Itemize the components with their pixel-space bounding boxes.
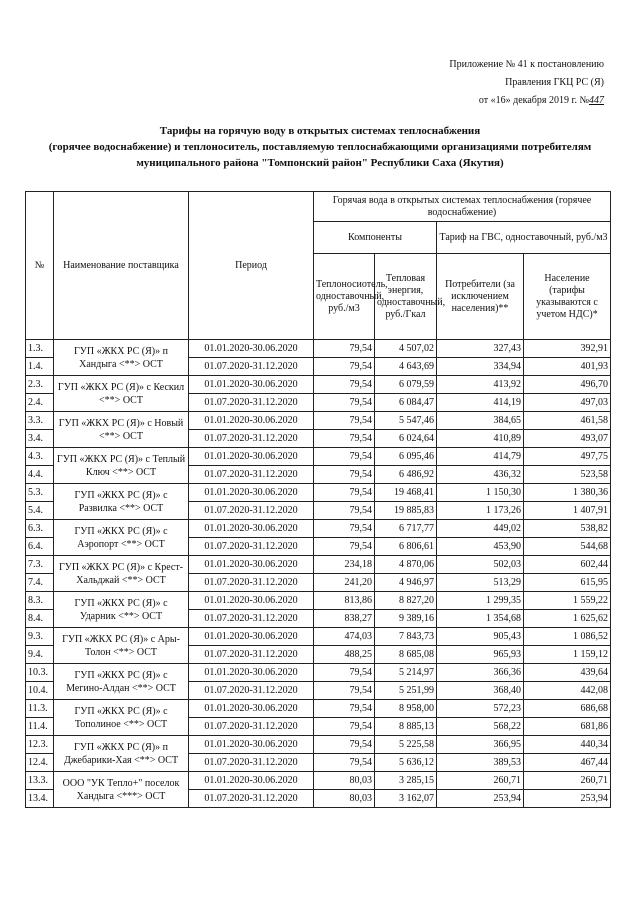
row-period: 01.01.2020-30.06.2020 xyxy=(189,448,314,466)
table-row xyxy=(26,664,611,682)
consumers-value: 572,23 xyxy=(437,700,524,718)
carrier-value: 79,54 xyxy=(314,340,375,358)
supplier-name: ГУП «ЖКХ РС (Я)» с Тополиное <**> ОСТ xyxy=(54,700,189,736)
row-number: 4.4. xyxy=(26,466,54,484)
row-period: 01.01.2020-30.06.2020 xyxy=(189,664,314,682)
header-carrier: Теплоносиотель, одноставочный, руб./м3 xyxy=(314,254,375,340)
population-value: 544,68 xyxy=(524,538,611,556)
row-period: 01.07.2020-31.12.2020 xyxy=(189,718,314,736)
carrier-value: 79,54 xyxy=(314,700,375,718)
supplier-name: ГУП «ЖКХ РС (Я)» с Теплый Ключ <**> ОСТ xyxy=(54,448,189,484)
energy-value: 9 389,16 xyxy=(375,610,437,628)
energy-value: 6 806,61 xyxy=(375,538,437,556)
supplier-name: ГУП «ЖКХ РС (Я)» п Джебарики-Хая <**> ОСТ xyxy=(54,736,189,772)
row-period: 01.07.2020-31.12.2020 xyxy=(189,610,314,628)
energy-value: 6 717,77 xyxy=(375,520,437,538)
row-number: 12.3. xyxy=(26,736,54,754)
row-number: 8.3. xyxy=(26,592,54,610)
consumers-value: 334,94 xyxy=(437,358,524,376)
consumers-value: 260,71 xyxy=(437,772,524,790)
energy-value: 5 547,46 xyxy=(375,412,437,430)
row-period: 01.01.2020-30.06.2020 xyxy=(189,484,314,502)
row-period: 01.07.2020-31.12.2020 xyxy=(189,466,314,484)
row-number: 2.4. xyxy=(26,394,54,412)
table-row xyxy=(26,520,611,538)
population-value: 392,91 xyxy=(524,340,611,358)
energy-value: 19 885,83 xyxy=(375,502,437,520)
row-number: 8.4. xyxy=(26,610,54,628)
consumers-value: 253,94 xyxy=(437,790,524,808)
carrier-value: 79,54 xyxy=(314,664,375,682)
consumers-value: 568,22 xyxy=(437,718,524,736)
header-period: Период xyxy=(189,192,314,340)
carrier-value: 474,03 xyxy=(314,628,375,646)
row-period: 01.07.2020-31.12.2020 xyxy=(189,538,314,556)
row-period: 01.01.2020-30.06.2020 xyxy=(189,592,314,610)
table-body xyxy=(26,340,611,808)
energy-value: 6 486,92 xyxy=(375,466,437,484)
carrier-value: 838,27 xyxy=(314,610,375,628)
energy-value: 6 095,46 xyxy=(375,448,437,466)
carrier-value: 79,54 xyxy=(314,682,375,700)
carrier-value: 79,54 xyxy=(314,466,375,484)
row-number: 9.3. xyxy=(26,628,54,646)
row-number: 13.3. xyxy=(26,772,54,790)
row-period: 01.01.2020-30.06.2020 xyxy=(189,772,314,790)
row-number: 11.4. xyxy=(26,718,54,736)
carrier-value: 79,54 xyxy=(314,484,375,502)
row-period: 01.01.2020-30.06.2020 xyxy=(189,556,314,574)
consumers-value: 965,93 xyxy=(437,646,524,664)
population-value: 602,44 xyxy=(524,556,611,574)
population-value: 1 559,22 xyxy=(524,592,611,610)
population-value: 497,75 xyxy=(524,448,611,466)
header-population: Население (тарифы указываются с учетом НДС)* xyxy=(524,254,611,340)
row-period: 01.01.2020-30.06.2020 xyxy=(189,628,314,646)
population-value: 1 159,12 xyxy=(524,646,611,664)
population-value: 686,68 xyxy=(524,700,611,718)
population-value: 615,95 xyxy=(524,574,611,592)
appendix-line-3 xyxy=(344,92,604,110)
row-period: 01.01.2020-30.06.2020 xyxy=(189,376,314,394)
population-value: 1 086,52 xyxy=(524,628,611,646)
row-number: 1.4. xyxy=(26,358,54,376)
energy-value: 5 225,58 xyxy=(375,736,437,754)
carrier-value: 79,54 xyxy=(314,394,375,412)
carrier-value: 79,54 xyxy=(314,412,375,430)
supplier-name: ГУП «ЖКХ РС (Я)» с Ары-Толон <**> ОСТ xyxy=(54,628,189,664)
header-energy: Тепловая энергия, одноставочный, руб./Гкал xyxy=(375,254,437,340)
consumers-value: 368,40 xyxy=(437,682,524,700)
population-value: 401,93 xyxy=(524,358,611,376)
population-value: 260,71 xyxy=(524,772,611,790)
energy-value: 4 946,97 xyxy=(375,574,437,592)
row-number: 12.4. xyxy=(26,754,54,772)
energy-value: 3 285,15 xyxy=(375,772,437,790)
consumers-value: 449,02 xyxy=(437,520,524,538)
population-value: 467,44 xyxy=(524,754,611,772)
energy-value: 3 162,07 xyxy=(375,790,437,808)
row-number: 3.4. xyxy=(26,430,54,448)
carrier-value: 241,20 xyxy=(314,574,375,592)
consumers-value: 1 150,30 xyxy=(437,484,524,502)
energy-value: 5 636,12 xyxy=(375,754,437,772)
population-value: 1 407,91 xyxy=(524,502,611,520)
energy-value: 6 024,64 xyxy=(375,430,437,448)
header-supplier: Наименование поставщика xyxy=(54,192,189,340)
header-consumers: Потребители (за исключением населения)** xyxy=(437,254,524,340)
consumers-value: 366,95 xyxy=(437,736,524,754)
energy-value: 4 643,69 xyxy=(375,358,437,376)
tariff-table xyxy=(25,191,611,808)
carrier-value: 79,54 xyxy=(314,736,375,754)
title-line-2: (горячее водоснабжение) и теплоноситель, поставляемую теплоснабжающими организациями потребителям xyxy=(48,141,592,153)
supplier-name: ГУП «ЖКХ РС (Я)» с Крест-Хальджай <**> ОСТ xyxy=(54,556,189,592)
title-line-3: муниципального района "Томпонский район" Республики Саха (Якутия) xyxy=(136,157,504,169)
energy-value: 5 214,97 xyxy=(375,664,437,682)
row-number: 4.3. xyxy=(26,448,54,466)
population-value: 1 625,62 xyxy=(524,610,611,628)
table-row xyxy=(26,772,611,790)
row-period: 01.01.2020-30.06.2020 xyxy=(189,736,314,754)
table-row xyxy=(26,628,611,646)
table-row xyxy=(26,376,611,394)
carrier-value: 79,54 xyxy=(314,538,375,556)
population-value: 253,94 xyxy=(524,790,611,808)
consumers-value: 414,19 xyxy=(437,394,524,412)
consumers-value: 414,79 xyxy=(437,448,524,466)
row-number: 10.3. xyxy=(26,664,54,682)
carrier-value: 79,54 xyxy=(314,376,375,394)
carrier-value: 80,03 xyxy=(314,772,375,790)
energy-value: 8 827,20 xyxy=(375,592,437,610)
table-row xyxy=(26,412,611,430)
carrier-value: 79,54 xyxy=(314,754,375,772)
decree-number: 447 xyxy=(589,95,604,106)
consumers-value: 410,89 xyxy=(437,430,524,448)
consumers-value: 1 354,68 xyxy=(437,610,524,628)
row-number: 5.3. xyxy=(26,484,54,502)
supplier-name: ООО "УК Тепло+" поселок Хандыга <***> ОСТ xyxy=(54,772,189,808)
population-value: 538,82 xyxy=(524,520,611,538)
carrier-value: 80,03 xyxy=(314,790,375,808)
energy-value: 4 507,02 xyxy=(375,340,437,358)
row-period: 01.07.2020-31.12.2020 xyxy=(189,394,314,412)
consumers-value: 1 173,26 xyxy=(437,502,524,520)
carrier-value: 79,54 xyxy=(314,430,375,448)
row-number: 10.4. xyxy=(26,682,54,700)
row-number: 11.3. xyxy=(26,700,54,718)
row-number: 5.4. xyxy=(26,502,54,520)
row-number: 7.3. xyxy=(26,556,54,574)
supplier-name: ГУП «ЖКХ РС (Я)» с Ударник <**> ОСТ xyxy=(54,592,189,628)
population-value: 461,58 xyxy=(524,412,611,430)
supplier-name: ГУП «ЖКХ РС (Я)» с Кескил <**> ОСТ xyxy=(54,376,189,412)
row-number: 7.4. xyxy=(26,574,54,592)
energy-value: 8 958,00 xyxy=(375,700,437,718)
energy-value: 7 843,73 xyxy=(375,628,437,646)
consumers-value: 366,36 xyxy=(437,664,524,682)
row-period: 01.07.2020-31.12.2020 xyxy=(189,754,314,772)
energy-value: 19 468,41 xyxy=(375,484,437,502)
energy-value: 6 079,59 xyxy=(375,376,437,394)
energy-value: 8 885,13 xyxy=(375,718,437,736)
header-group: Горячая вода в открытых системах теплоснабжения (горячее водоснабжение) xyxy=(314,192,611,222)
supplier-name: ГУП «ЖКХ РС (Я)» с Мегино-Алдан <**> ОСТ xyxy=(54,664,189,700)
row-period: 01.07.2020-31.12.2020 xyxy=(189,502,314,520)
consumers-value: 389,53 xyxy=(437,754,524,772)
appendix-date: от «16» декабря 2019 г. № xyxy=(478,95,589,106)
row-number: 1.3. xyxy=(26,340,54,358)
supplier-name: ГУП «ЖКХ РС (Я)» с Новый <**> ОСТ xyxy=(54,412,189,448)
row-number: 6.3. xyxy=(26,520,54,538)
consumers-value: 513,29 xyxy=(437,574,524,592)
energy-value: 5 251,99 xyxy=(375,682,437,700)
population-value: 1 380,36 xyxy=(524,484,611,502)
appendix-header xyxy=(344,56,604,110)
table-row xyxy=(26,700,611,718)
population-value: 496,70 xyxy=(524,376,611,394)
consumers-value: 327,43 xyxy=(437,340,524,358)
population-value: 442,08 xyxy=(524,682,611,700)
consumers-value: 1 299,35 xyxy=(437,592,524,610)
row-number: 2.3. xyxy=(26,376,54,394)
carrier-value: 79,54 xyxy=(314,502,375,520)
title-line-1: Тарифы на горячую воду в открытых системах теплоснабжения xyxy=(159,125,481,137)
row-number: 3.3. xyxy=(26,412,54,430)
table-row xyxy=(26,592,611,610)
population-value: 439,64 xyxy=(524,664,611,682)
consumers-value: 413,92 xyxy=(437,376,524,394)
header-components: Компоненты xyxy=(314,222,437,254)
row-period: 01.01.2020-30.06.2020 xyxy=(189,700,314,718)
consumers-value: 436,32 xyxy=(437,466,524,484)
table-row xyxy=(26,556,611,574)
energy-value: 4 870,06 xyxy=(375,556,437,574)
carrier-value: 488,25 xyxy=(314,646,375,664)
population-value: 493,07 xyxy=(524,430,611,448)
supplier-name: ГУП «ЖКХ РС (Я)» п Хандыга <**> ОСТ xyxy=(54,340,189,376)
population-value: 523,58 xyxy=(524,466,611,484)
row-period: 01.07.2020-31.12.2020 xyxy=(189,646,314,664)
energy-value: 6 084,47 xyxy=(375,394,437,412)
appendix-line-2: Правления ГКЦ РС (Я) xyxy=(505,77,604,88)
carrier-value: 79,54 xyxy=(314,718,375,736)
row-number: 6.4. xyxy=(26,538,54,556)
supplier-name: ГУП «ЖКХ РС (Я)» с Развилка <**> ОСТ xyxy=(54,484,189,520)
population-value: 440,34 xyxy=(524,736,611,754)
consumers-value: 502,03 xyxy=(437,556,524,574)
row-period: 01.07.2020-31.12.2020 xyxy=(189,574,314,592)
row-period: 01.07.2020-31.12.2020 xyxy=(189,682,314,700)
consumers-value: 453,90 xyxy=(437,538,524,556)
row-number: 9.4. xyxy=(26,646,54,664)
row-period: 01.07.2020-31.12.2020 xyxy=(189,358,314,376)
document-title xyxy=(20,123,620,171)
row-period: 01.01.2020-30.06.2020 xyxy=(189,340,314,358)
header-tariff: Тариф на ГВС, одноставочный, руб./м3 xyxy=(437,222,611,254)
table-row xyxy=(26,736,611,754)
table-row xyxy=(26,484,611,502)
energy-value: 8 685,08 xyxy=(375,646,437,664)
row-period: 01.07.2020-31.12.2020 xyxy=(189,790,314,808)
supplier-name: ГУП «ЖКХ РС (Я)» с Аэропорт <**> ОСТ xyxy=(54,520,189,556)
carrier-value: 79,54 xyxy=(314,358,375,376)
population-value: 497,03 xyxy=(524,394,611,412)
carrier-value: 79,54 xyxy=(314,520,375,538)
carrier-value: 234,18 xyxy=(314,556,375,574)
row-period: 01.07.2020-31.12.2020 xyxy=(189,430,314,448)
consumers-value: 905,43 xyxy=(437,628,524,646)
row-number: 13.4. xyxy=(26,790,54,808)
carrier-value: 79,54 xyxy=(314,448,375,466)
appendix-line-1: Приложение № 41 к постановлению xyxy=(449,59,604,70)
consumers-value: 384,65 xyxy=(437,412,524,430)
header-num: № xyxy=(26,192,54,340)
row-period: 01.01.2020-30.06.2020 xyxy=(189,520,314,538)
table-row xyxy=(26,448,611,466)
table-row xyxy=(26,340,611,358)
carrier-value: 813,86 xyxy=(314,592,375,610)
population-value: 681,86 xyxy=(524,718,611,736)
row-period: 01.01.2020-30.06.2020 xyxy=(189,412,314,430)
